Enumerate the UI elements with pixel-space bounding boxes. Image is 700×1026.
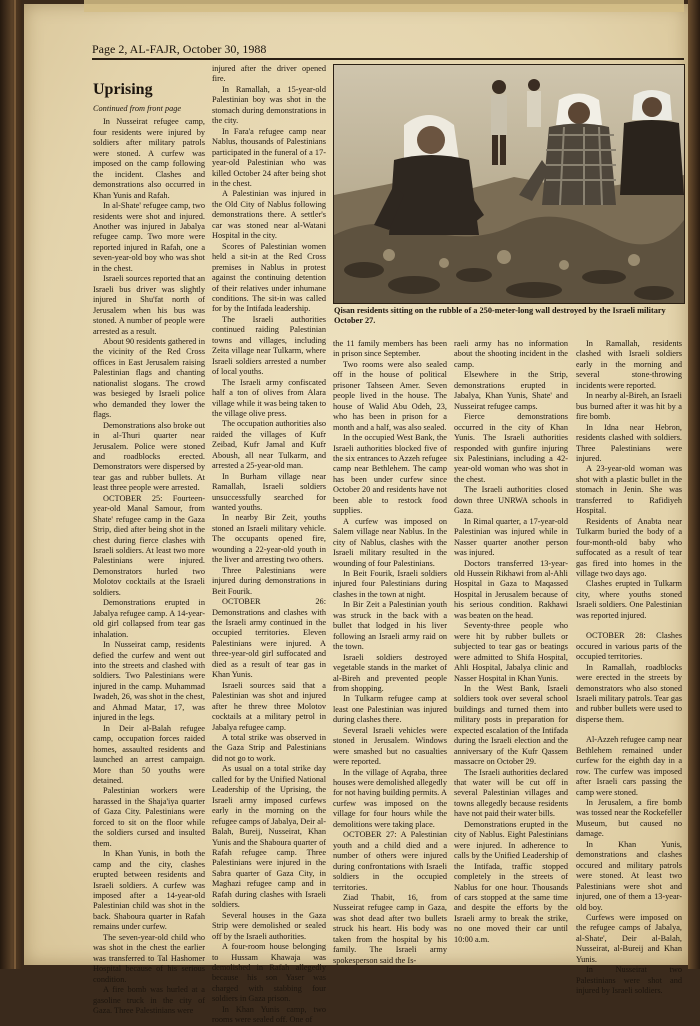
column-spacer — [576, 621, 682, 631]
paragraph: raeli army has no information about the shooting incident in the camp. — [454, 339, 568, 369]
paragraph: In Beit Fourik, Israeli soldiers injured four Palestinians during clashes in the town at night. — [333, 568, 447, 599]
paragraph: Israeli sources said that a Palestinian was shot and injured after he threw three Molotov cocktails at a military petrol in Jabalya refugee camp. — [212, 680, 326, 732]
paragraph: In Khan Yunis, demonstrations and clashes occured and military patrols were stoned. At least two Palestinians were shot and injured, one of them a 13-year-old boy. — [576, 839, 682, 912]
paragraph: A total strike was observed in the Gaza Strip and Palestinians did not go to work. — [212, 733, 326, 763]
paragraph: About 90 residents gathered in the vicinity of the Red Cross offices in East Jerusalem raising Palestinian flags and chanting nationalist slogans. The crowd was besieged by Israeli police who demanded they lower the flags. — [93, 336, 205, 420]
paragraph: In Ramallah, a 15-year-old Palestinian boy was shot in the stomach during demonstrations in the city. — [212, 84, 326, 126]
paragraph: Fierce demonstrations occurred in the city of Khan Yunis. The Israeli authorities responded with gunfire injuring six Palestinians, including a 42-year-old woman who was shot in the chest. — [454, 412, 568, 484]
paragraph: Demonstrations erupted in Jabalya refugee camp. A 14-year-old girl collapsed from tear gas inhalation. — [93, 598, 205, 639]
paragraph: Demonstrations erupted in the city of Nablus. Eight Palestinians were injured. In adherence to calls by the Unified Leadership of the Intifada, traffic stopped completely in the streets of Nablus for one hour. Thousands of cars stopped at the same time and despite the efforts by the Israeli army to break the strike, no one moved their car until 10:00 a.m. — [454, 819, 568, 944]
column-4 — [454, 339, 568, 945]
column-3 — [333, 339, 447, 966]
paragraph: Palestinian workers were harassed in the Shaja'iya quarter of Gaza City. Palestinians were forced to sit on the floor while the soldiers cursed and insulted them. — [93, 786, 205, 848]
paragraph: Demonstrations also broke out in al-Thuri quarter near Jerusalem. Police were stoned and roadblocks erected. Demonstrators were dispersed by tear gas and rubber bullets. At least three people were arrested. — [93, 420, 205, 493]
book-binding — [0, 0, 22, 969]
paragraph: Scores of Palestinian women held a sit-in at the Red Cross premises in Nablus in protest against the continuing detention of their relatives under inhumane conditions. The sit-in was called for by the Intifada leadership. — [212, 241, 326, 314]
paragraph: A 23-year-old woman was shot with a plastic bullet in the stomach in Jenin. She was transferred to Rafidiyeh Hospital. — [576, 464, 682, 516]
paragraph: OCTOBER 28: Clashes occured in various parts of the occupied territories. — [576, 631, 682, 662]
paragraph: The Israeli authorities continued raiding Palestinian towns and villages, including Zeita village near Tulkarm, where Israeli soldiers arrested a number of local youths. — [212, 314, 326, 377]
binding-seam — [14, 0, 16, 969]
paragraph: OCTOBER 26: Demonstrations and clashes with the Israeli army continued in the occupied territories. Eleven Palestinians were injured. A three-year-old girl suffocated and died as a result of tear gas in Khan Yunis. — [212, 597, 326, 680]
paragraph: Elsewhere in the Strip, demonstrations erupted in Jabalya, Khan Yunis, Shate' and Nusseirat refugee camps. — [454, 370, 568, 411]
paragraph: In nearby al-Bireh, an Israeli bus burned after it was hit by a fire bomb. — [576, 391, 682, 422]
paragraph: In Nusseirat camp, residents defied the curfew and went out into the streets and clashed with soldiers. Two Palestinians were injured in the camp. Muhammad Iwadeh, 26, was shot in the chest, and Ahmad Matar, 17, was injured in the legs. — [93, 640, 205, 723]
paragraph: In Deir al-Balah refugee camp, occupation forces raided homes, assaulted residents and launched an arrest campaign. More than 50 youths were detained. — [93, 723, 205, 785]
paragraph: injured after the driver opened fire. — [212, 64, 326, 84]
paragraph: Clashes erupted in Tulkarm city, where youths stoned Israeli soldiers. One Palestinian was reported injured. — [576, 579, 682, 620]
paragraph: In Bir Zeit a Palestinian youth was struck in the back with a bullet that lodged in his liver following an Israeli army raid on the town. — [333, 600, 447, 652]
paragraph: Israeli soldiers destroyed vegetable stands in the market of al-Bireh and prevented people from shopping. — [333, 652, 447, 693]
paragraph: In Idna near Hebron, residents clashed with soldiers. Three Palestinians were injured. — [576, 422, 682, 463]
paragraph: Seventy-three people who were hit by rubber bullets or subjected to tear gas or beatings were admitted to Shifa Hospital, Ahli Hospital, Jabalya clinic and Nasser Hospital in Khan Yunis. — [454, 621, 568, 683]
paragraph: OCTOBER 25: Fourteen-year-old Manal Samour, from Shate' refugee camp in the Gaza Strip, died after being shot in the chest during fierce clashes with Israeli soldiers. At least two more Palestinians were injured. Demonstrators hurled two Molotov cocktails at the Israeli soldiers. — [93, 493, 205, 597]
paragraph: In the West Bank, Israeli soldiers took over several school buildings and turned them into military posts in preparation for expected escalation of the Intifada during the Israeli election and the anniversary of the Kufr Qassem massacre on October 29. — [454, 683, 568, 767]
paragraph: OCTOBER 27: A Palestinian youth and a child died and a number of others were injured during confrontations with Israeli soldiers in the occupied territories. — [333, 830, 447, 892]
paragraph: In Burham village near Ramallah, Israeli soldiers unsuccessfully searched for wanted youths. — [212, 471, 326, 513]
paragraph: In Khan Yunis camp, two rooms were sealed off. One of — [212, 1004, 326, 1025]
paragraph: In the occupied West Bank, the Israeli authorities blocked five of the six entrances to Azzeh refugee camp near Bethlehem. The camp has been under curfew since October 20 and residents have not been able to restock food supplies. — [333, 433, 447, 516]
paragraph: In Rimal quarter, a 17-year-old Palestinian was injured while in Nasser quarter another person was injured. — [454, 516, 568, 558]
paragraph: Doctors transferred 13-year-old Hussein Rikhawi from al-Ahli Hospital in Gaza to Maqassed Hospital in Jerusalem because of his serious condition. Rakhawi was beaten on the head. — [454, 558, 568, 620]
page-info: Page 2, AL-FAJR, October 30, 1988 — [92, 42, 267, 56]
paragraph: Ziad Thabit, 16, from Nusseirat refugee camp in Gaza, was shot dead after two bullets struck his heart. His body was taken from the hospital by his family. The Israeli army spokesperson said the Is- — [333, 893, 447, 965]
paragraph: Two rooms were also sealed off in the house of political prisoner Tahseen Amer. Seven people lived in the house. The house of Walid Abu Odeh, 23, who has been in prison for a month and a half, was also sealed. — [333, 359, 447, 432]
photo-caption: Qisan residents sitting on the rubble of a 250-meter-long wall destroyed by the Israeli military October 27. — [334, 306, 666, 325]
top-tape-strip — [84, 0, 684, 12]
header-rule — [92, 58, 684, 60]
paragraph: The seven-year-old child who was shot in the chest the earlier was transferred to Tal Hashomer Hospital because of his serious condition. — [93, 932, 205, 984]
paragraph: Al-Azzeh refugee camp near Bethlehem remained under curfew for the eighth day in a row. The curfew was imposed after Israeli cars passing the camp were stoned. — [576, 735, 682, 797]
paragraph: In Jerusalem, a fire bomb was tossed near the Rockefeller Museum, but caused no damage. — [576, 798, 682, 839]
paragraph: In al-Shate' refugee camp, two residents were shot and injured. Another was injured in Jabalya refugee camp. Two more were reported injured in Rafah, one a seven-year-old boy who was shot in the chest. — [93, 201, 205, 273]
news-photo — [333, 64, 685, 304]
paragraph: The Israeli authorities closed down three UNRWA schools in Gaza. — [454, 485, 568, 516]
paragraph: The Israeli army confiscated half a ton of olives from Alara village while it was being taken to the village olive press. — [212, 377, 326, 418]
paragraph: A four-room house belonging to Hussam Khawaja was demolished in Rafah allegedly because his son Yaser was charged with stabbing four soldiers in Gaza prison. — [212, 942, 326, 1004]
paragraph: A Palestinian was injured in the Old City of Nablus following demonstrations there. A settler's car was stoned near al-Watani Hospital in the city. — [212, 189, 326, 241]
paragraph: the 11 family members has been in prison since September. — [333, 339, 447, 359]
paragraph: In the village of Aqraba, three houses were demolished allegedly for not having building permits. A curfew was imposed on the village for four hours while the demolitions were taking place. — [333, 767, 447, 829]
paragraph: Israeli sources reported that an Israeli bus driver was slightly injured in Shu'fat north of Jerusalem when his bus was stoned. A number of people were arrested as a result. — [93, 274, 205, 336]
paragraph: In Tulkarm refugee camp at least one Palestinian was injured during clashes there. — [333, 694, 447, 725]
paragraph: Curfews were imposed on the refugee camps of Jabalya, al-Shate', Deir al-Balah, Nusseirat, al-Bureij and Khan Yunis. — [576, 913, 682, 964]
paragraph: In Nusseirat two Palestinians were shot and injured by Israeli soldiers. — [576, 965, 682, 996]
photo-illustration — [334, 65, 684, 303]
paragraph: In Khan Yunis, in both the camp and the city, clashes erupted between residents and Israeli soldiers. A curfew was imposed after a 14-year-old Palestinian child was shot in the back. Shaboura quarter in Rafah remains under curfew. — [93, 849, 205, 932]
page-header — [92, 40, 684, 58]
paragraph: In Fara'a refugee camp near Nablus, thousands of Palestinians participated in the funeral of a 17-year-old Palestinian who was killed October 24 after being shot in the chest. — [212, 126, 326, 188]
paragraph: As usual on a total strike day called for by the Unified National Leadership of the Uprising, the Israeli army imposed curfews early in the morning on the refugee camps of Jabalya, Deir al-Balah, Bureij, Nusseirat, Khan Yunis and the Shaboura quarter of Rafah refugee camp. Three Palestinians were injured in the Sabra quarter of Gaza City, in Maghazi refugee camp and in Rafah during clashes with Israeli soldiers. — [212, 764, 326, 910]
paragraph: In Ramallah, roadblocks were erected in the streets by demonstrators who also stoned Israeli military patrols. Tear gas and rubber bullets were used to disperse them. — [576, 662, 682, 724]
paragraph: The Israeli authorities declared that water will be cut off in several Palestinian villages and towns allegedly because residents have not paid their water bills. — [454, 767, 568, 819]
paragraph: Three Palestinians were injured during demonstrations in Beit Fourik. — [212, 565, 326, 596]
paragraph: Residents of Anabta near Tulkarm buried the body of a four-month-old baby who suffocated as a result of tear gas fired into homes in the village two days ago. — [576, 516, 682, 578]
column-1 — [93, 64, 205, 1016]
paragraph: In Nusseirat refugee camp, four residents were injured by soldiers after military patrols were stoned. A curfew was imposed on the camp following the incident. Clashes and demonstrations also occurred in Khan Yunis and Rafah. — [93, 117, 205, 200]
column-5 — [576, 339, 682, 997]
continued-note: Continued from front page — [93, 104, 182, 113]
paragraph: In Ramallah, residents clashed with Israeli soldiers early in the morning and several stone-throwing incidents were reported. — [576, 339, 682, 390]
paragraph: A curfew was imposed on Salem village near Nablus. In the city of Nablus, clashes with the Israeli military resulted in the wounding of four Palestinians. — [333, 516, 447, 568]
column-spacer — [576, 725, 682, 735]
paragraph: Several houses in the Gaza Strip were demolished or sealed off by the Israeli authorities. — [212, 910, 326, 941]
paragraph: Several Israeli vehicles were stoned in Jerusalem. Windows were smashed but no casualties were reported. — [333, 725, 447, 767]
paragraph: In nearby Bir Zeit, youths stoned an Israeli military vehicle. The occupants opened fire, wounding a 22-year-old youth in the liver and arresting two others. — [212, 513, 326, 565]
headline: Uprising — [93, 81, 153, 98]
paragraph: A fire bomb was hurled at a gasoline truck in the city of Gaza. Three Palestinians were — [93, 985, 205, 1015]
page-edge — [688, 0, 700, 969]
paragraph: The occupation authorities also raided the villages of Kufr Zeibad, Kufr Jamal and Kufr Aboush, all near Tulkarm, and arrested a 25-year-old man. — [212, 419, 326, 471]
column-2 — [212, 64, 326, 1026]
